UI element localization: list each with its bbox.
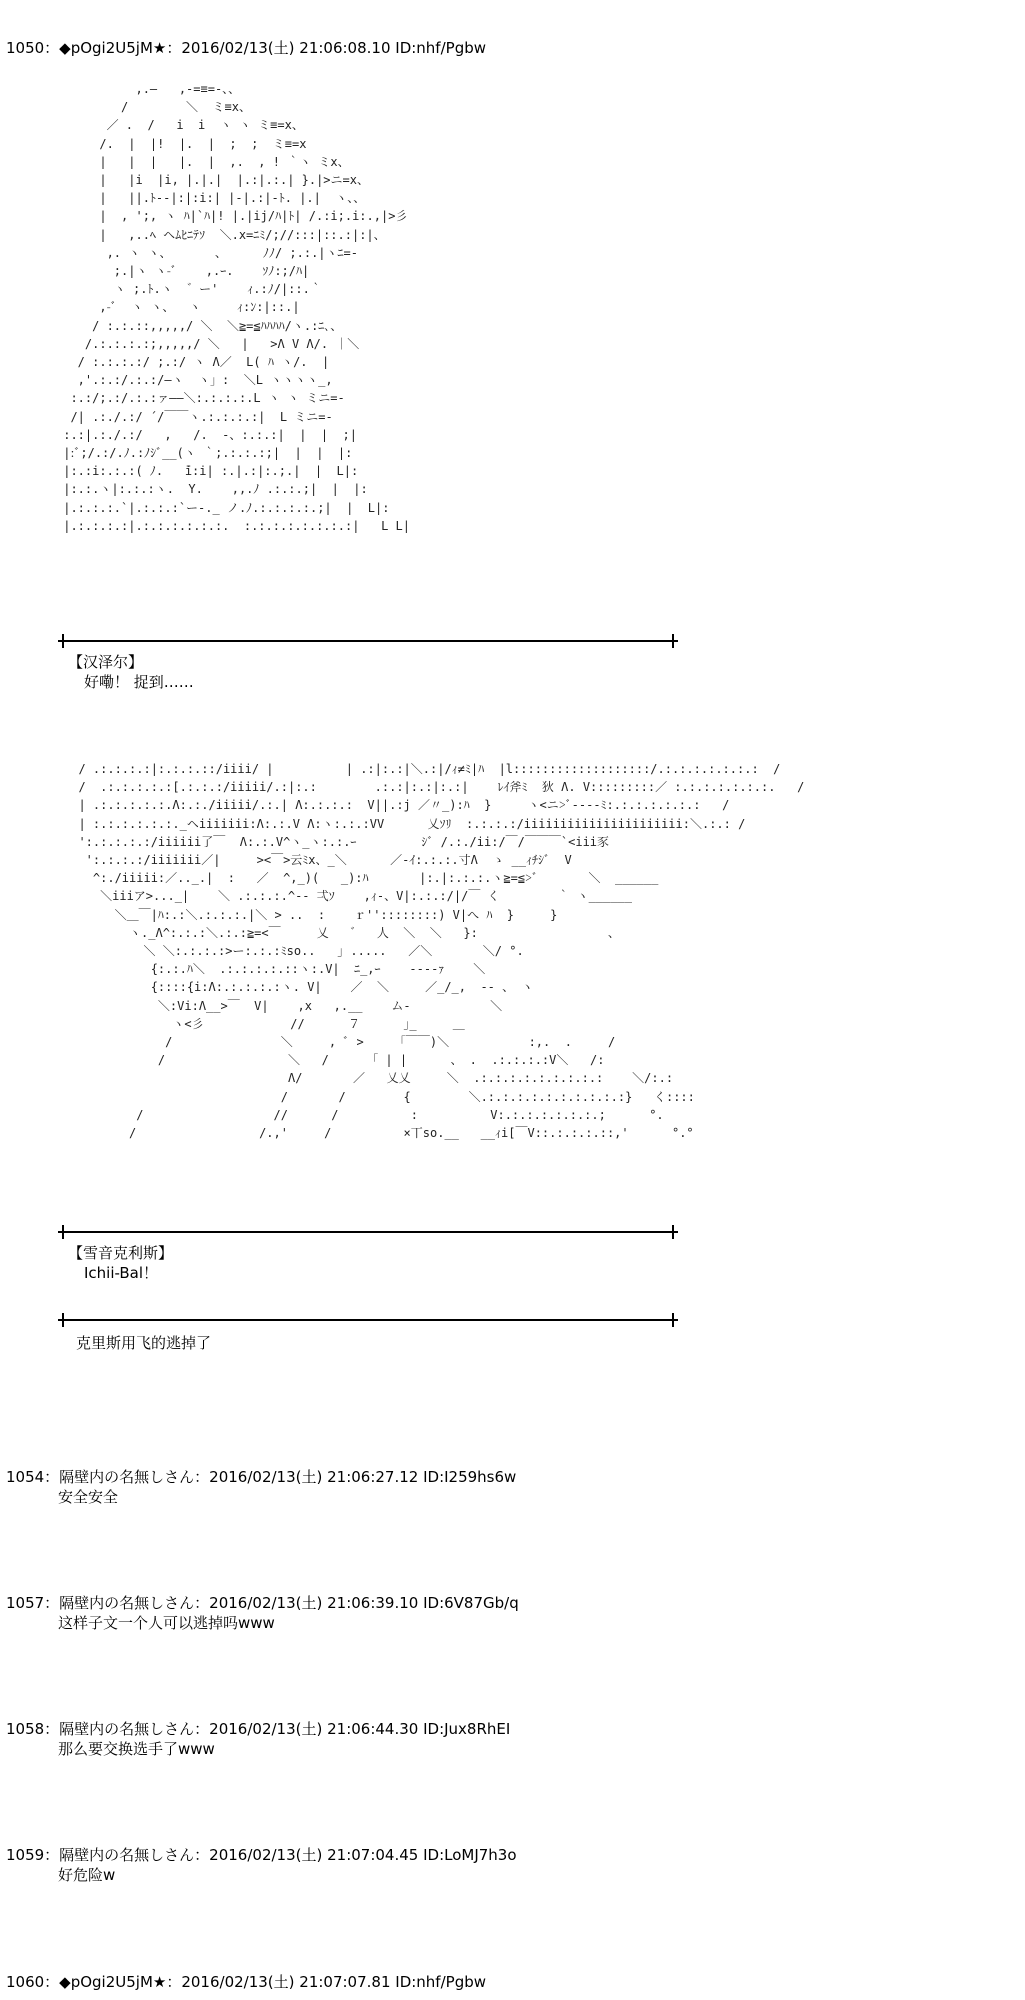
- speaker-name: 【汉泽尔】: [68, 653, 144, 671]
- narration-line: 克里斯用飞的逃掉了: [76, 1334, 212, 1352]
- post-body: 安全安全: [58, 1488, 119, 1506]
- dialog-line: 好嘞！ 捉到……: [84, 673, 194, 691]
- post-header: 1059：隔壁内の名無しさん：2016/02/13(土) 21:07:04.45 ID:LoMJ7h3o: [6, 1846, 517, 1864]
- scene-divider: [58, 1225, 678, 1239]
- post-header: 1058：隔壁内の名無しさん：2016/02/13(土) 21:06:44.30 ID:Jux8RhEI: [6, 1720, 511, 1738]
- scene-divider: [58, 1313, 678, 1327]
- dialog-line: Ichii-Bal！: [84, 1264, 159, 1282]
- post-header: 1050：◆pOgi2U5jM★：2016/02/13(土) 21:06:08.10 ID:nhf/Pgbw: [6, 39, 487, 57]
- scene-divider: [58, 634, 678, 648]
- post-header: 1060：◆pOgi2U5jM★：2016/02/13(土) 21:07:07.81 ID:nhf/Pgbw: [6, 1973, 487, 1991]
- post-body: 那么要交换选手了www: [58, 1740, 215, 1758]
- speaker-name: 【雪音克利斯】: [68, 1244, 174, 1262]
- post-header: 1054：隔壁内の名無しさん：2016/02/13(土) 21:06:27.12 ID:I259hs6w: [6, 1468, 517, 1486]
- post-header: 1057：隔壁内の名無しさん：2016/02/13(土) 21:06:39.10 ID:6V87Gb/q: [6, 1594, 519, 1612]
- ascii-art-hansel: ,.— ,-=≡=-、、 / ＼ ミ≡x、 ／ . / i i ヽ ヽ ミ≡=x、 /. | |! |. | ; ; ミ≡=x | | | |. | ,. , ! ｀ヽ ミx、 | |i |i, |.|.| |.:|.:.| }.|>ニ=x、 | ||.ﾄ‐-|:|:i:| |-|.:|-ﾄ. |.| ヽ、、 | , ';, ヽ ﾊ|`ﾊ|! |.|ij/ﾊ|ﾄ| /.:i;.i:.,|>彡 | ,..ﾍ ヘﾑﾋﾆﾃｿ ＼.x=ﾆﾐ/;//:::|::.:|:|、 ,. ヽ ヽ、 、 ﾉﾉ/ ;.:.|ヽﾆ=- ;.|ヽ ヽ-ﾞ ,.ｰ. ｿﾉ:;/ﾊ| ヽ ;.ﾄ.ヽ ゛ー' ｨ.:ﾉ/|::.｀ ,-ﾞ ヽ ヽ、 ヽ ｨ:ﾝ:|::.| / :.:.::,,,,,/ ＼ ＼≧=≦ﾊﾊﾊﾊ/ヽ.:ﾆ､、 /.:.:.:.:;,,,,,/ ＼ | >Λ V Λ/. ｜＼ / :.:.:.:/ ;.:/ ヽ Λ／ L( ﾊ ヽ/. | ,'.:.:/.:.:/―ヽ ヽ」: ＼L ヽヽヽヽ_, :.:/;.:/.:.:ァ――＼:.:.:.:.L ヽ ヽ ミニ=- /| .:./.:/ ´/￣￣ヽ.:.:.:.:| L ミニ=- :.:|.:./.:/ , /. -、:.:.:| | | ;| |:ﾞ;/.:/.ﾉ.:ﾉｼﾞ__(ヽ ｀;.:.:.:;| | | |: |:.:i:.:.:( ﾉ. ̄i:i| :.|.:|:.;.| | L|: |:.:.ヽ|:.:.:ヽ. Y. ,,.ﾉ .:.:.;| | |: |.:.:.:.`|.:.:.:`ー-._ ノ.ﾉ.:.:.:.:.;| | L|: |.:.:.:.:|.:.:.:.:.:.:. :.:.:.:.:.:.:.:| L L|: [63, 82, 411, 533]
- post-body: 这样子文一个人可以逃掉吗www: [58, 1614, 275, 1632]
- post-body: 好危险w: [58, 1866, 116, 1884]
- ascii-art-chris: / .:.:.:.:|:.:.:.::/iiii/ | | .:|:.:|＼.:|/ｨ≠ﾐ|ﾊ |l:::::::::::::::::::/.:.:.:.:.:.:.: / / .:.:.:.:.:[.:.:.:/iiiii/.:|:.: .:.:|:.:|:.:| ﾚｲ斧ﾐ 狄 Λ. V:::::::::／ :.:.:.:.:.:.:. / | .:.:.:.:.:.Λ:.:./iiiii/.:.| Λ:.:.:.: V||.:j ／〃_):ﾊ } ヽ<ニ>ﾞ----ﾐ:.:.:.:.:.:.: / | :.:.:.:.:.:._ヘiiiiiii:Λ:.:.V Λ:ヽ:.:.:VV 乂ｿﾘ :.:.:.:/iiiiiiiiiiiiiiiiiiiiii:＼.:.: / ':.:.:.:.:/iiiiii了￣ Λ:.:.V^ヽ_ヽ:.:.ｰ ｼﾞ /.:./ii:/￣/￣￣￣`<iii豕 ':.:.:.:/iiiiiii／| ><￣>云ﾐx、_＼ ／-ｲ:.:.:.寸Λ ゝ __ｨﾁｼﾞ V ^:./iiiii:／.._.| : ／ ^,_)( _):ﾊ |:.|:.:.:.ヽ≧=≦>ﾞ ＼ ______ ＼iiiア>..._| ＼ .:.:.:.^-- 弌ｿ ,ｨ-、V|:.:.:/|/￣ く ｀ ヽ______ ＼＿￣|ﾊ:.:＼.:.:.:.|＼ > .. : ｒ''::::::::) V|へ ﾊ } } ヽ._Λ^:.:.:＼.:.:≧=<￣ 乂 ゛ 人 ＼ ＼ }: 、 ＼ ＼:.:.:.:>ー:.:.:ﾐso.. ｣ ..... ／＼ ＼/ °. {:.:.ﾊ＼ .:.:.:.:.::ヽ:.V| ﾆ_,ｰ ----ｧ ＼ {::::{i:Λ:.:.:.:.:ヽ. V| ／ ＼ ／_/_, -- 、 ヽ ＼:Vi:Λ__>￣ V| ,x ,.__ ム- ＼ ヽ<彡 // ７ ｣_ ＿ / ＼ , ﾞ > ｢￣￣)＼ :,. . / / ＼ / ｢ | | 、 . .:.:.:.:V＼ /: Λ/ ／ 乂乂 ＼ .:.:.:.:.:.:.:.:.: ＼/:.: / / { ＼.:.:.:.:.:.:.:.:.:.:} く:::: / // / : V:.:.:.:.:.:.:.; °. / /.,' / ×丅so.__ __ｨi[￣V::.:.:.:.::,' °.°: [78, 762, 805, 1141]
